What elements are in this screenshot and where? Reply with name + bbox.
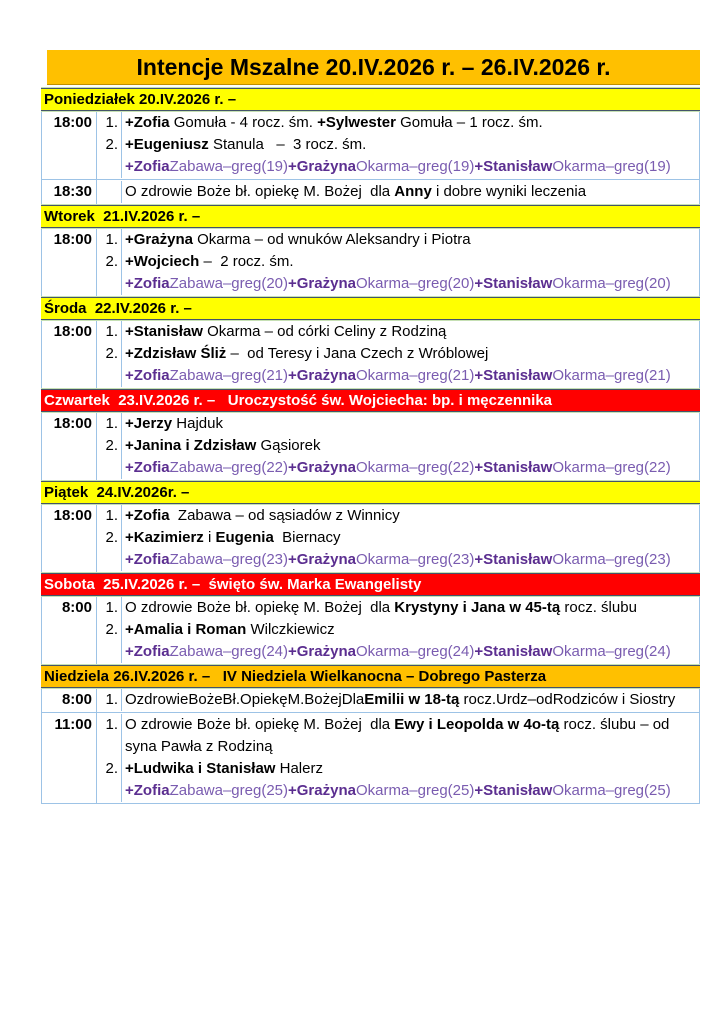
time-cell: 8:00 [42, 688, 97, 712]
intention-row [41, 180, 700, 205]
line-number: 1. [97, 597, 122, 619]
intention-text: OzdrowieBożeBł.OpiekęM.BożejDlaEmilii w 18-tą rocz.Urdz–odRodziców i Siostry [125, 691, 676, 708]
intention-row [41, 596, 700, 665]
line-number: 1. [97, 112, 122, 134]
intention-lines [97, 596, 699, 664]
intention-line [97, 273, 699, 295]
intention-line [97, 597, 699, 619]
line-number [97, 273, 122, 295]
intention-lines [97, 111, 699, 179]
intention-line [97, 619, 699, 641]
line-number: 1. [97, 689, 122, 711]
day-header: Piątek 24.IV.2026r. – [41, 481, 700, 504]
line-number: 1. [97, 413, 122, 435]
line-number: 2. [97, 343, 122, 365]
intention-line [97, 251, 699, 273]
intention-line [97, 457, 699, 479]
line-number: 2. [97, 758, 122, 780]
intention-line [97, 229, 699, 251]
line-number [97, 457, 122, 479]
gregorian-intention-text: +ZofiaZabawa–greg(23)+GrażynaOkarma–greg(23)+StanisławOkarma–greg(23) [125, 551, 671, 568]
intention-line [97, 505, 699, 527]
intention-line [97, 527, 699, 549]
line-number: 2. [97, 435, 122, 457]
line-number: 1. [97, 714, 122, 758]
intention-text: +Zofia Zabawa – od sąsiadów z Winnicy [125, 507, 400, 524]
intention-text: O zdrowie Boże bł. opiekę M. Bożej dla Anny i dobre wyniki leczenia [125, 183, 587, 200]
intention-line [97, 758, 699, 780]
intention-line [97, 343, 699, 365]
line-number [97, 365, 122, 387]
intention-text: O zdrowie Boże bł. opiekę M. Bożej dla Krystyny i Jana w 45-tą rocz. ślubu [125, 599, 637, 616]
intention-lines [97, 713, 699, 803]
time-cell: 18:00 [42, 320, 97, 388]
intention-line [97, 549, 699, 571]
line-number: 1. [97, 229, 122, 251]
line-number: 2. [97, 251, 122, 273]
day-header: Niedziela 26.IV.2026 r. – IV Niedziela Wielkanocna – Dobrego Pasterza [41, 665, 700, 688]
document-title: Intencje Mszalne 20.IV.2026 r. – 26.IV.2026 r. [47, 50, 700, 85]
day-header: Sobota 25.IV.2026 r. – święto św. Marka Ewangelisty [41, 573, 700, 596]
intention-line [97, 112, 699, 134]
intention-row [41, 111, 700, 180]
intention-line [97, 780, 699, 802]
intention-row [41, 412, 700, 481]
mass-intentions-document [41, 50, 700, 804]
mass-intentions-table [41, 88, 700, 804]
intention-text: +Zofia Gomuła - 4 rocz. śm. +Sylwester Gomuła – 1 rocz. śm. [125, 114, 543, 131]
intention-text: +Amalia i Roman Wilczkiewicz [125, 621, 335, 638]
intention-text: +Janina i Zdzisław Gąsiorek [125, 437, 321, 454]
gregorian-intention-text: +ZofiaZabawa–greg(24)+GrażynaOkarma–greg(24)+StanisławOkarma–greg(24) [125, 643, 671, 660]
day-header: Wtorek 21.IV.2026 r. – [41, 205, 700, 228]
intention-line [97, 435, 699, 457]
intention-line [97, 321, 699, 343]
intention-line [97, 413, 699, 435]
intention-line [97, 714, 699, 758]
intention-text: +Wojciech – 2 rocz. śm. [125, 253, 294, 270]
intention-line [97, 689, 699, 711]
intention-row [41, 320, 700, 389]
time-cell: 8:00 [42, 596, 97, 664]
time-cell: 18:00 [42, 228, 97, 296]
day-header: Poniedziałek 20.IV.2026 r. – [41, 88, 700, 111]
intention-text: +Jerzy Hajduk [125, 415, 223, 432]
intention-row [41, 688, 700, 713]
gregorian-intention-text: +ZofiaZabawa–greg(22)+GrażynaOkarma–greg(22)+StanisławOkarma–greg(22) [125, 459, 671, 476]
day-header: Środa 22.IV.2026 r. – [41, 297, 700, 320]
intention-text: +Kazimierz i Eugenia Biernacy [125, 529, 341, 546]
intention-lines [97, 412, 699, 480]
gregorian-intention-text: +ZofiaZabawa–greg(25)+GrażynaOkarma–greg(25)+StanisławOkarma–greg(25) [125, 782, 671, 799]
time-cell: 18:00 [42, 412, 97, 480]
line-number [97, 641, 122, 663]
intention-lines [97, 180, 699, 204]
gregorian-intention-text: +ZofiaZabawa–greg(21)+GrażynaOkarma–greg(21)+StanisławOkarma–greg(21) [125, 367, 671, 384]
intention-line [97, 641, 699, 663]
intention-lines [97, 320, 699, 388]
intention-text: +Ludwika i Stanisław Halerz [125, 760, 323, 777]
intention-text: +Eugeniusz Stanula – 3 rocz. śm. [125, 136, 367, 153]
gregorian-intention-text: +ZofiaZabawa–greg(19)+GrażynaOkarma–greg(19)+StanisławOkarma–greg(19) [125, 158, 671, 175]
intention-lines [97, 688, 699, 712]
line-number: 1. [97, 321, 122, 343]
time-cell: 18:30 [42, 180, 97, 204]
time-cell: 18:00 [42, 111, 97, 179]
intention-line [97, 365, 699, 387]
day-header: Czwartek 23.IV.2026 r. – Uroczystość św. Wojciecha: bp. i męczennika [41, 389, 700, 412]
line-number: 2. [97, 134, 122, 156]
time-cell: 18:00 [42, 504, 97, 572]
line-number: 2. [97, 619, 122, 641]
time-cell: 11:00 [42, 713, 97, 803]
line-number [97, 780, 122, 802]
intention-line [97, 134, 699, 156]
intention-lines [97, 504, 699, 572]
intention-text: O zdrowie Boże bł. opiekę M. Bożej dla Ewy i Leopolda w 4o-tą rocz. ślubu – od syna Pawła z Rodziną [125, 716, 674, 755]
intention-text: +Grażyna Okarma – od wnuków Aleksandry i Piotra [125, 231, 471, 248]
line-number [97, 156, 122, 178]
intention-lines [97, 228, 699, 296]
line-number [97, 181, 122, 203]
line-number: 2. [97, 527, 122, 549]
line-number: 1. [97, 505, 122, 527]
intention-text: +Stanisław Okarma – od córki Celiny z Rodziną [125, 323, 447, 340]
intention-row [41, 713, 700, 803]
gregorian-intention-text: +ZofiaZabawa–greg(20)+GrażynaOkarma–greg(20)+StanisławOkarma–greg(20) [125, 275, 671, 292]
intention-row [41, 504, 700, 573]
intention-text: +Zdzisław Śliż – od Teresy i Jana Czech z Wróblowej [125, 345, 489, 362]
intention-row [41, 228, 700, 297]
line-number [97, 549, 122, 571]
intention-line [97, 156, 699, 178]
intention-line [97, 181, 699, 203]
